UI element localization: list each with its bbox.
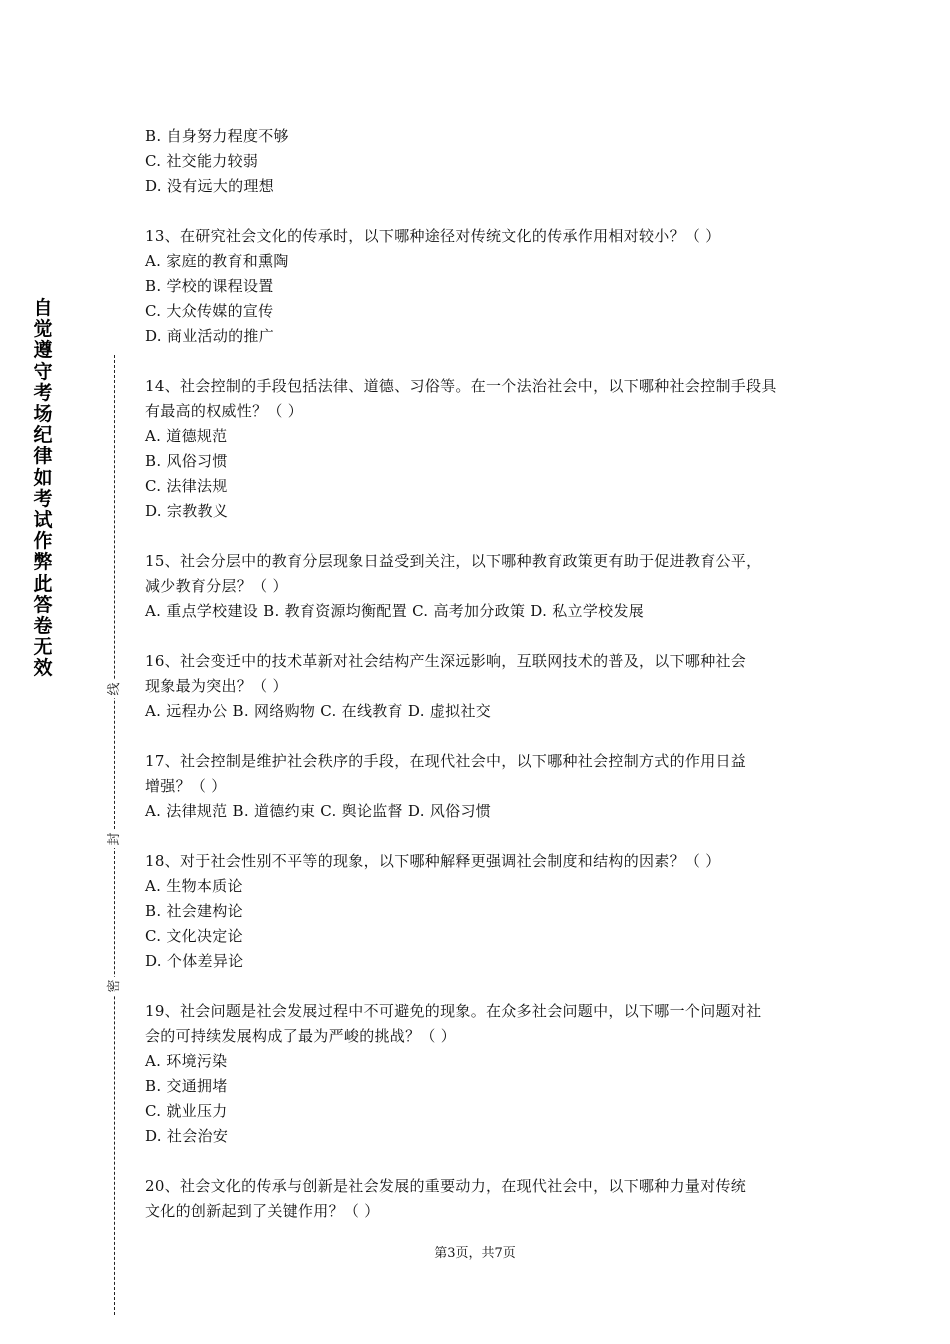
q16-stem-line2: 现象最为突出？（ ） xyxy=(145,677,288,695)
q19-option-b: B. 交通拥堵 xyxy=(145,1077,228,1095)
q19-option-c: C. 就业压力 xyxy=(145,1102,228,1120)
q17-stem-line2: 增强？（ ） xyxy=(145,777,227,795)
q18-option-c: C. 文化决定论 xyxy=(145,927,243,945)
q19-stem-line2: 会的可持续发展构成了最为严峻的挑战？（ ） xyxy=(145,1027,457,1045)
q14-option-c: C. 法律法规 xyxy=(145,477,228,495)
question-list xyxy=(145,124,815,1224)
q14-stem-line1: 14、社会控制的手段包括法律、道德、习俗等。在一个法治社会中，以下哪种社会控制手段具 xyxy=(145,377,777,395)
q15-options: A. 重点学校建设 B. 教育资源均衡配置 C. 高考加分政策 D. 私立学校发展 xyxy=(145,602,645,620)
q19-option-a: A. 环境污染 xyxy=(145,1052,228,1070)
q19-stem-line1: 19、社会问题是社会发展过程中不可避免的现象。在众多社会问题中，以下哪一个问题对社 xyxy=(145,1002,762,1020)
q18-option-a: A. 生物本质论 xyxy=(145,877,243,895)
q16-stem-line1: 16、社会变迁中的技术革新对社会结构产生深远影响，互联网技术的普及，以下哪种社会 xyxy=(145,652,747,670)
binding-mark-feng: 封 xyxy=(106,830,124,848)
q12-option-b: B. 自身努力程度不够 xyxy=(145,127,289,145)
q14-option-d: D. 宗教教义 xyxy=(145,502,229,520)
q14-option-b: B. 风俗习惯 xyxy=(145,452,228,470)
binding-mark-mi: 密 xyxy=(106,977,124,995)
q18-option-b: B. 社会建构论 xyxy=(145,902,243,920)
q15-stem-line1: 15、社会分层中的教育分层现象日益受到关注，以下哪种教育政策更有助于促进教育公平， xyxy=(145,552,762,570)
q12-option-c: C. 社交能力较弱 xyxy=(145,152,259,170)
q13-option-a: A. 家庭的教育和熏陶 xyxy=(145,252,289,270)
q14-stem-line2: 有最高的权威性？（ ） xyxy=(145,402,304,420)
q17-options: A. 法律规范 B. 道德约束 C. 舆论监督 D. 风俗习惯 xyxy=(145,802,492,820)
exam-discipline-warning: 自觉遵守考场纪律如考试作弊此答卷无效 xyxy=(33,297,53,680)
q17-stem-line1: 17、社会控制是维护社会秩序的手段，在现代社会中，以下哪种社会控制方式的作用日益 xyxy=(145,752,747,770)
binding-mark-xian: 线 xyxy=(106,680,124,698)
q20-stem-line2: 文化的创新起到了关键作用？（ ） xyxy=(145,1202,380,1220)
q18-stem: 18、对于社会性别不平等的现象，以下哪种解释更强调社会制度和结构的因素？（ ） xyxy=(145,852,721,870)
q19-option-d: D. 社会治安 xyxy=(145,1127,229,1145)
q13-option-d: D. 商业活动的推广 xyxy=(145,327,275,345)
q18-option-d: D. 个体差异论 xyxy=(145,952,244,970)
q13-stem: 13、在研究社会文化的传承时，以下哪种途径对传统文化的传承作用相对较小？（ ） xyxy=(145,227,721,245)
q20-stem-line1: 20、社会文化的传承与创新是社会发展的重要动力，在现代社会中，以下哪种力量对传统 xyxy=(145,1177,747,1195)
q16-options: A. 远程办公 B. 网络购物 C. 在线教育 D. 虚拟社交 xyxy=(145,702,492,720)
page-number: 第3页，共7页 xyxy=(434,1246,516,1261)
q12-option-d: D. 没有远大的理想 xyxy=(145,177,275,195)
q13-option-b: B. 学校的课程设置 xyxy=(145,277,274,295)
q15-stem-line2: 减少教育分层？（ ） xyxy=(145,577,288,595)
q13-option-c: C. 大众传媒的宣传 xyxy=(145,302,274,320)
q14-option-a: A. 道德规范 xyxy=(145,427,228,445)
